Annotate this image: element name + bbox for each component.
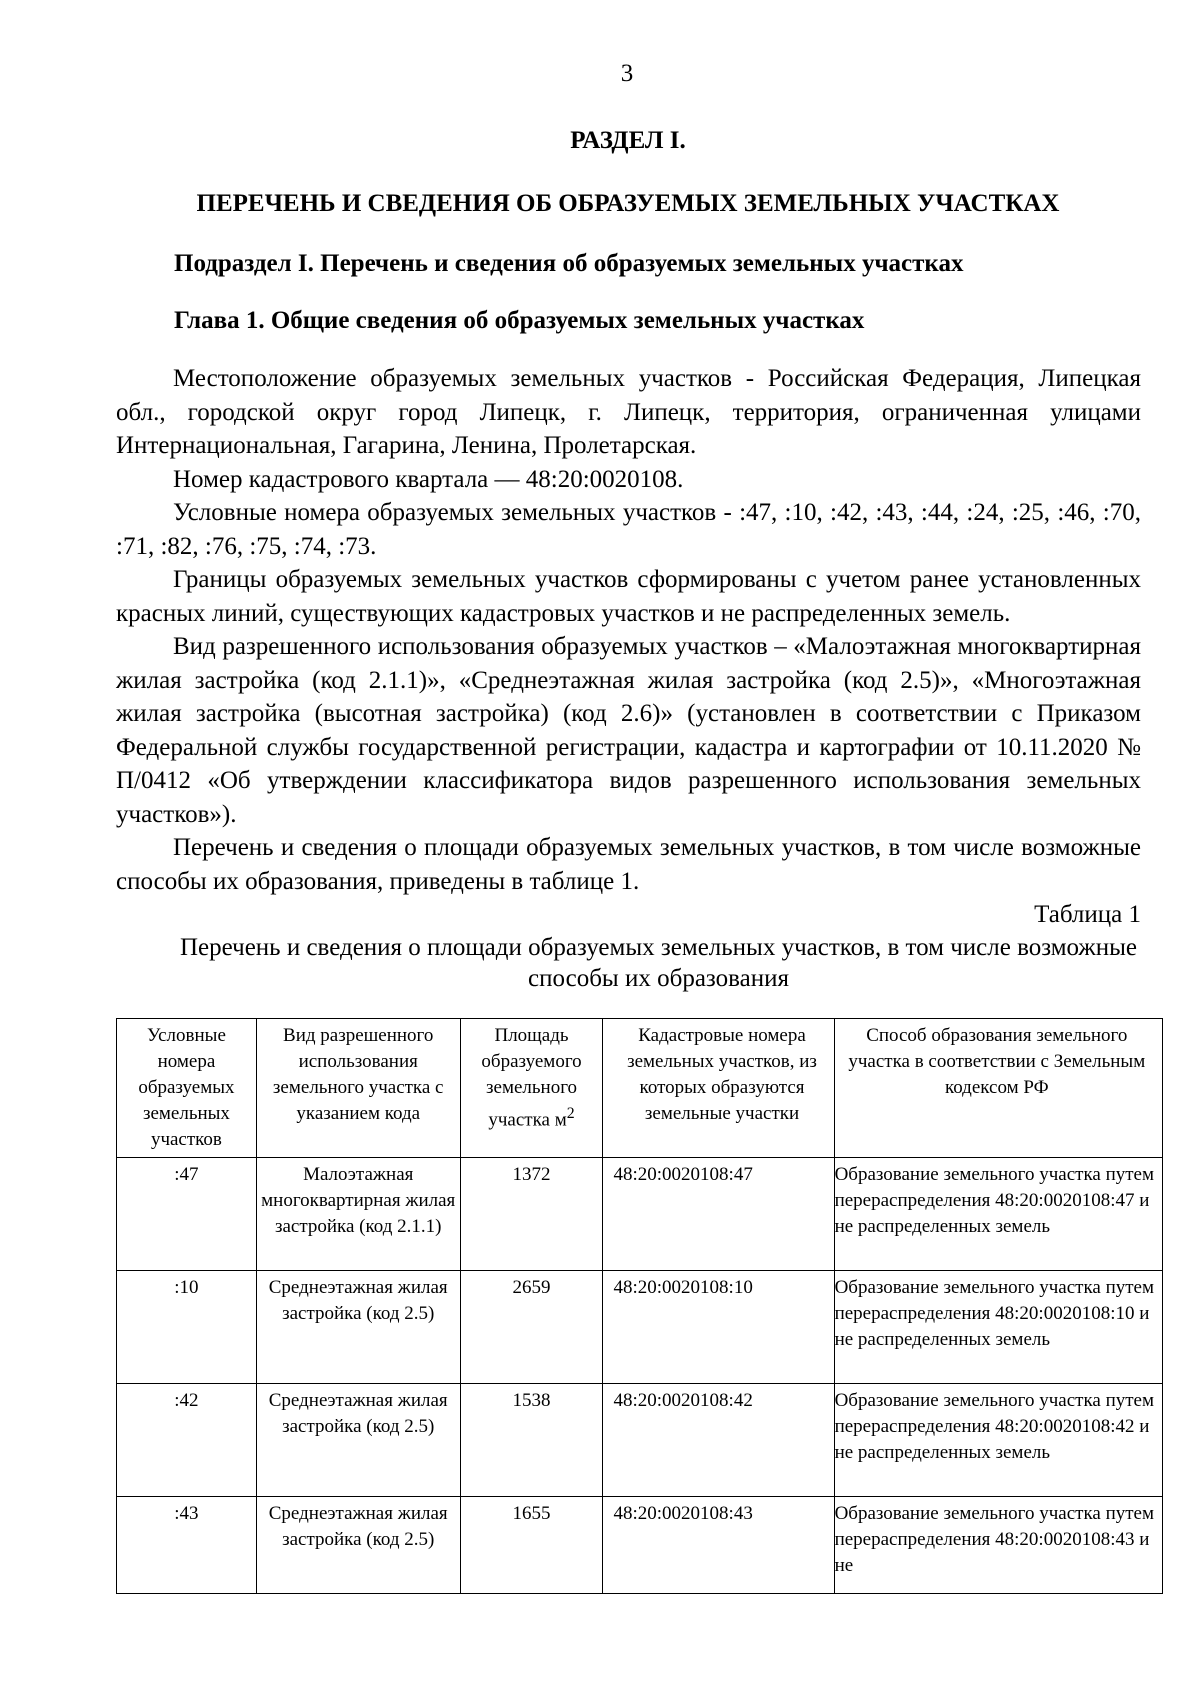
cell-cadastral: 48:20:0020108:47 — [603, 1158, 834, 1271]
page-number: 3 — [620, 60, 634, 87]
paragraph-borders: Границы образуемых земельных участков сформированы с учетом ранее установленных красных линий, существующих кадастровых участков и не распределенных земель. — [116, 566, 1141, 627]
subsection-heading: Подраздел I. Перечень и сведения об образуемых земельных участках — [174, 250, 964, 277]
cell-cadastral: 48:20:0020108:42 — [603, 1384, 834, 1497]
cell-cadastral: 48:20:0020108:43 — [603, 1497, 834, 1594]
cell-use: Малоэтажная многоквартирная жилая застройка (код 2.1.1) — [256, 1158, 460, 1271]
paragraph-location: Местоположение образуемых земельных участков - Российская Федерация, Липецкая обл., городской округ город Липецк, г. Липецк, территория, ограниченная улицами Интернациональная, Гагарина, Ленина, Пролетарская. — [116, 365, 1141, 459]
table-title: Перечень и сведения о площади образуемых земельных участков, в том числе возможные способы их образования — [180, 933, 1137, 992]
section-title: ПЕРЕЧЕНЬ И СВЕДЕНИЯ ОБ ОБРАЗУЕМЫХ ЗЕМЕЛЬНЫХ УЧАСТКАХ — [196, 190, 1060, 217]
cell-method: Образование земельного участка путем перераспределения 48:20:0020108:42 и не распределенных земель — [834, 1384, 1162, 1497]
table-header-row — [117, 1019, 1163, 1158]
cell-number: :10 — [117, 1271, 257, 1384]
chapter-heading: Глава 1. Общие сведения об образуемых земельных участках — [174, 307, 865, 334]
paragraph-usage: Вид разрешенного использования образуемых участков – «Малоэтажная многоквартирная жилая застройка (код 2.1.1)», «Среднеэтажная жилая застройка (код 2.5)», «Многоэтажная жилая застройка (высотная застройка) (код 2.6)» (установлен в соответствии с Приказом Федеральной службы государственной регистрации, кадастра и картографии от 10.11.2020 № П/0412 «Об утверждении классификатора видов разрешенного использования земельных участков»). — [116, 633, 1141, 828]
cell-area: 1538 — [460, 1384, 603, 1497]
paragraph-quarter: Номер кадастрового квартала — 48:20:0020108. — [173, 465, 684, 493]
paragraph-numbers: Условные номера образуемых земельных участков - :47, :10, :42, :43, :44, :24, :25, :46, :70, :71, :82, :76, :75, :74, :73. — [116, 499, 1141, 560]
cell-use: Среднеэтажная жилая застройка (код 2.5) — [256, 1271, 460, 1384]
header-area — [460, 1019, 603, 1158]
cell-area: 1372 — [460, 1158, 603, 1271]
cell-area: 2659 — [460, 1271, 603, 1384]
table-row — [117, 1158, 1163, 1271]
paragraph-list-ref: Перечень и сведения о площади образуемых земельных участков, в том числе возможные способы их образования, приведены в таблице 1. — [116, 834, 1141, 895]
cell-number: :43 — [117, 1497, 257, 1594]
header-area-text: Площадь образуемого земельного участка м — [481, 1025, 582, 1131]
body-text — [116, 362, 1141, 994]
cell-number: :42 — [117, 1384, 257, 1497]
header-permitted-use: Вид разрешенного использования земельного участка с указанием кода — [256, 1019, 460, 1158]
header-conditional-numbers: Условные номера образуемых земельных участков — [117, 1019, 257, 1158]
table-row — [117, 1384, 1163, 1497]
land-plots-table — [116, 1018, 1163, 1594]
header-area-superscript: 2 — [566, 1105, 575, 1122]
cell-method: Образование земельного участка путем перераспределения 48:20:0020108:47 и не распределенных земель — [834, 1158, 1162, 1271]
table-row — [117, 1271, 1163, 1384]
cell-area: 1655 — [460, 1497, 603, 1594]
section-heading: РАЗДЕЛ I. — [570, 127, 686, 154]
cell-number: :47 — [117, 1158, 257, 1271]
cell-use: Среднеэтажная жилая застройка (код 2.5) — [256, 1497, 460, 1594]
cell-use: Среднеэтажная жилая застройка (код 2.5) — [256, 1384, 460, 1497]
table-caption: Таблица 1 — [1034, 901, 1141, 928]
header-cadastral-numbers: Кадастровые номера земельных участков, из которых образуются земельные участки — [603, 1019, 834, 1158]
cell-cadastral: 48:20:0020108:10 — [603, 1271, 834, 1384]
table-row — [117, 1497, 1163, 1594]
header-formation-method: Способ образования земельного участка в соответствии с Земельным кодексом РФ — [834, 1019, 1162, 1158]
cell-method: Образование земельного участка путем перераспределения 48:20:0020108:43 и не — [834, 1497, 1162, 1594]
cell-method: Образование земельного участка путем перераспределения 48:20:0020108:10 и не распределенных земель — [834, 1271, 1162, 1384]
